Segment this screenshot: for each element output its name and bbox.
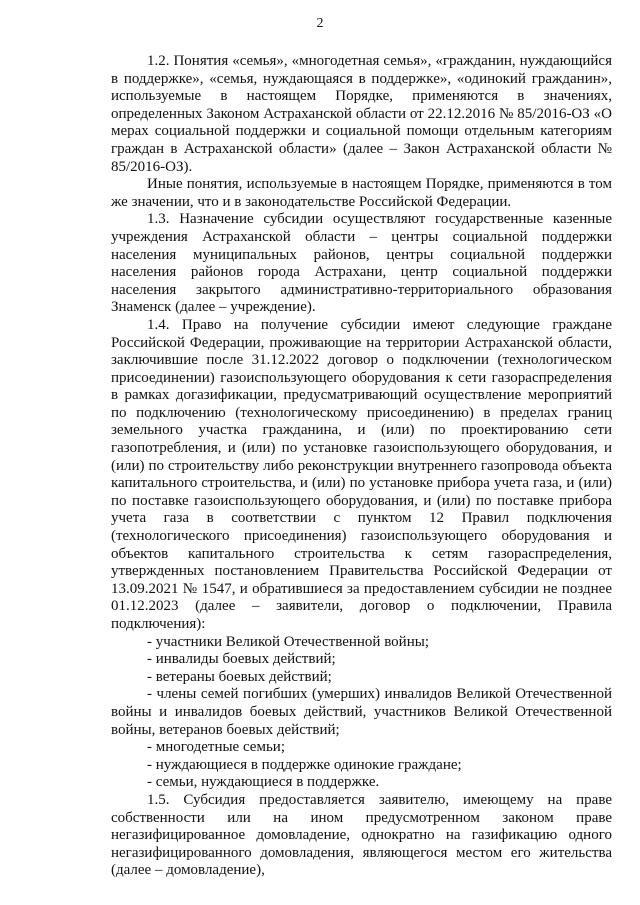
list-item: - инвалиды боевых действий;	[147, 651, 336, 668]
list-item: - члены семей погибших (умерших) инвалидов Великой Отечественной войны и инвалидов боевых действий, участников Великой Отечественной войны, ветеранов боевых действий;	[111, 686, 612, 738]
paragraph-1-2: 1.2. Понятия «семья», «многодетная семья», «гражданин, нуждающийся в поддержке», «семья, нуждающаяся в поддержке», «одинокий гражданин», используемые в настоящем Порядке, применяются в значениях, определенных Законом Астраханской области от 22.12.2016 № 85/2016-ОЗ «О мерах социальной поддержки и социальной помощи отдельным категориям граждан в Астраханской области» (далее – Закон Астраханской области № 85/2016-ОЗ).	[111, 53, 612, 175]
list-item: - нуждающиеся в поддержке одинокие граждане;	[147, 756, 462, 773]
paragraph-other-concepts: Иные понятия, используемые в настоящем Порядке, применяются в том же значении, что и в законодательстве Российской Федерации.	[111, 176, 612, 210]
paragraph-1-5: 1.5. Субсидия предоставляется заявителю, имеющему на праве собственности или на ином предусмотренном законом праве негазифицированное домовладение, однократно на газификацию одного негазифицированного домовладения, являющегося местом его жительства (далее – домовладение),	[111, 791, 612, 879]
paragraph-1-3: 1.3. Назначение субсидии осуществляют государственные казенные учреждения Астраханской области – центры социальной поддержки населения муниципальных районов, центры социальной поддержки населения районов города Астрахани, центр социальной поддержки населения закрытого административно-территориального образования Знаменск (далее – учреждение).	[111, 211, 612, 316]
list-item: - ветераны боевых действий;	[147, 668, 332, 685]
page-number: 2	[316, 16, 324, 31]
list-item: - участники Великой Отечественной войны;	[147, 633, 429, 650]
eligible-citizens-list	[111, 634, 612, 792]
paragraph-1-4: 1.4. Право на получение субсидии имеют следующие граждане Российской Федерации, проживающие на территории Астраханской области, заключившие после 31.12.2022 договор о подключении (технологическом присоединении) газоиспользующего оборудования к сети газораспределения в рамках догазификации, предусматривающий осуществление мероприятий по подключению (технологическому присоединению) в пределах границ земельного участка гражданина, и (или) по проектированию сети газопотребления, и (или) по установке газоиспользующего оборудования, и (или) по строительству либо реконструкции внутреннего газопровода объекта капитального строительства, и (или) по установке прибора учета газа, и (или) по поставке газоиспользующего оборудования, и (или) по поставке прибора учета газа в соответствии с пунктом 12 Правил подключения (технологического присоединения) газоиспользующего оборудования и объектов капитального строительства к сетям газораспределения, утвержденных постановлением Правительства Российской Федерации от 13.09.2021 № 1547, и обратившиеся за предоставлением субсидии не позднее 01.12.2023 (далее – заявители, договор о подключении, Правила подключения):	[111, 316, 612, 632]
list-item: - семьи, нуждающиеся в поддержке.	[147, 774, 380, 791]
list-item: - многодетные семьи;	[147, 739, 285, 756]
document-body	[111, 53, 612, 880]
